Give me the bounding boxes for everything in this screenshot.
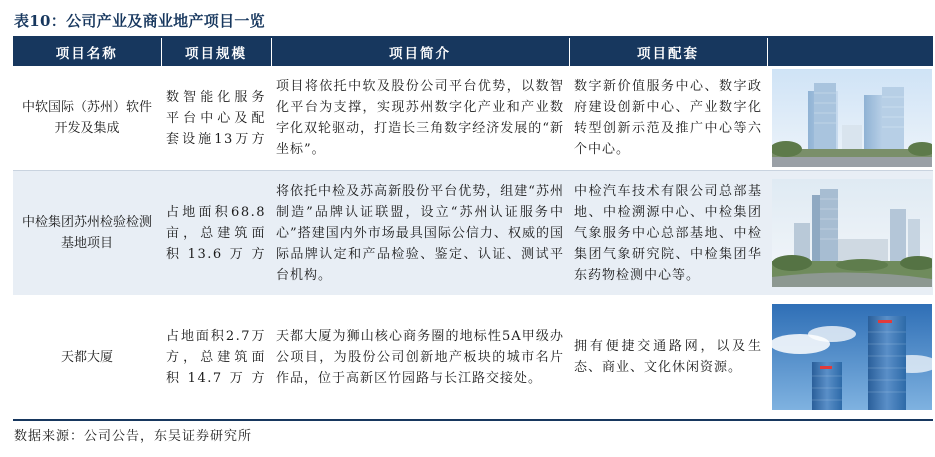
project-intro: 项目将依托中软及股份公司平台优势，以数智化平台为支撑，实现苏州数字化产业和产业数字化双轮驱动，打造长三角数字经济发展的“新坐标”。 (271, 66, 569, 171)
project-name: 中软国际（苏州）软件开发及集成 (13, 66, 161, 171)
data-source-note: 数据来源：公司公告，东吴证券研究所 (14, 429, 253, 444)
project-support: 拥有便捷交通路网，以及生态、商业、文化休闲资源。 (569, 295, 767, 420)
project-support: 数字新价值服务中心、数字政府建设创新中心、产业数字化转型创新示范及推广中心等六个中心。 (569, 66, 767, 171)
table-row (13, 66, 933, 171)
inspection-base-photo (772, 179, 932, 287)
header-support: 项目配套 (569, 38, 767, 66)
table-row (13, 295, 933, 420)
projects-table (13, 38, 933, 421)
project-support: 中检汽车技术有限公司总部基地、中检溯源中心、中检集团气象服务中心总部基地、中检集团气象研究院、中检集团华东药物检测中心等。 (569, 171, 767, 296)
header-intro: 项目简介 (271, 38, 569, 66)
tiandu-tower-photo (772, 304, 932, 410)
header-name: 项目名称 (13, 38, 161, 66)
header-photo (767, 38, 933, 66)
project-scale: 数智能化服务平台中心及配套设施13万方 (161, 66, 271, 171)
header-scale: 项目规模 (161, 38, 271, 66)
project-intro: 天都大厦为狮山核心商务圈的地标性5A甲级办公项目，为股份公司创新地产板块的城市名片作品，位于高新区竹园路与长江路交接处。 (271, 295, 569, 420)
office-towers-photo (772, 69, 932, 167)
project-name: 中检集团苏州检验检测基地项目 (13, 171, 161, 296)
project-intro: 将依托中检及苏高新股份平台优势，组建“苏州制造”品牌认证联盟，设立“苏州认证服务中心”搭建国内外市场最具国际公信力、权威的国际品牌认定和产品检验、鉴定、认证、测试平台机构。 (271, 171, 569, 296)
project-name: 天都大厦 (13, 295, 161, 420)
table-header-row (13, 38, 933, 66)
table-title: 表10：公司产业及商业地产项目一览 (14, 12, 265, 30)
project-scale: 占地面积68.8亩，总建筑面积13.6万方 (161, 171, 271, 296)
table-row (13, 171, 933, 296)
project-scale: 占地面积2.7万方，总建筑面积14.7万方 (161, 295, 271, 420)
